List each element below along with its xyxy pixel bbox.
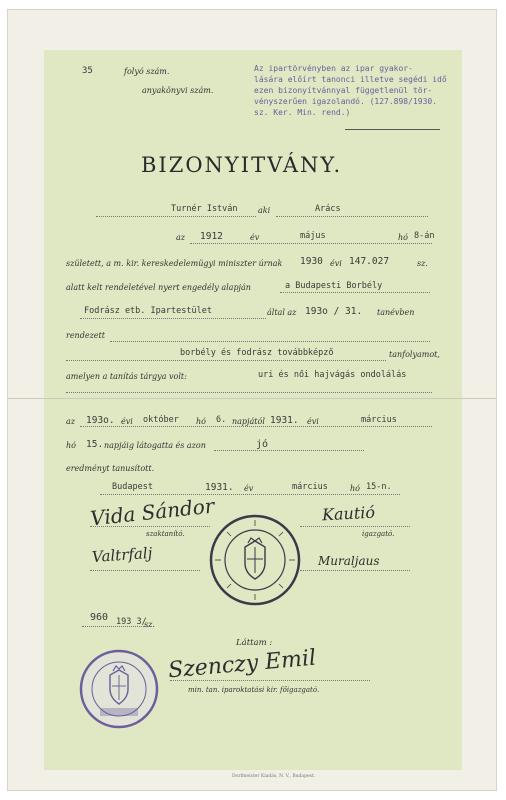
to-evi-label: évi (307, 417, 319, 426)
to-month: március (361, 415, 397, 425)
director-general-title: min. tan. iparoktatási kir. főigazgató. (188, 686, 320, 694)
legal-note-line: vényszerűen igazolandó. (127.898/1930. (254, 97, 438, 106)
legal-note-line: lására előírt tanonci illetve segédi idő (254, 75, 447, 84)
napjaig-label: napjáig látogatta és azon (104, 441, 206, 450)
napjatol-label: napjától (232, 417, 265, 426)
altal-label: által az (267, 308, 297, 317)
instructor-label: szaktanító. (146, 530, 185, 538)
birth-month: május (300, 231, 326, 241)
director-general-signature: Szenczy Emil (167, 645, 317, 684)
legal-note-line: sz. Ker. Min. rend.) (254, 108, 351, 117)
note-underline (345, 129, 440, 130)
course-name: borbély és fodrász továbbképző (180, 348, 334, 358)
signing-ho-label: hó (350, 484, 360, 493)
az-label: az (176, 233, 185, 242)
dotted-line (80, 318, 266, 319)
instructor-signature: Vida Sándor (89, 493, 216, 531)
dotted-line (190, 243, 432, 244)
rendezett-label: rendezett (66, 331, 105, 340)
to-day: 15. (86, 439, 104, 450)
dotted-line (80, 426, 432, 427)
signing-day: 15-n. (366, 482, 392, 492)
birthplace: Arács (315, 204, 341, 214)
organization-2: Fodrász etb. Ipartestület (84, 306, 212, 316)
from-year: 193o. (86, 415, 115, 426)
from-ho-label: hó (196, 417, 206, 426)
from-az-label: az (66, 417, 75, 426)
dotted-line (100, 494, 400, 495)
registry-sz-label: sz. (144, 620, 155, 629)
fold-line (8, 398, 496, 399)
from-month: október (143, 415, 179, 425)
evi-label: évi (330, 259, 342, 268)
legal-note-line: Az ipartörvényben az ipar gyakor- (254, 64, 413, 73)
dotted-line (66, 392, 432, 393)
registry-year: 193 3/ (116, 617, 147, 627)
iparoktatasi-stamp (78, 648, 160, 730)
signing-month: március (292, 482, 328, 492)
permit-text: alatt kelt rendeletével nyert engedély alapján (66, 283, 251, 292)
sz-label: sz. (417, 259, 428, 268)
decree-year: 1930 (300, 256, 323, 267)
dotted-line (110, 341, 430, 342)
from-evi-label: évi (121, 417, 133, 426)
bottom-left-signature: Valtrfalj (91, 543, 153, 567)
ministry-text: született, a m. kir. kereskedelemügyi miniszter úrnak (66, 259, 283, 268)
tanfolyamot-label: tanfolyamot, (389, 350, 440, 359)
dotted-line (214, 450, 364, 451)
signature-line (300, 570, 410, 571)
signature-line (90, 526, 210, 527)
organization-1: a Budapesti Borbély (285, 281, 383, 291)
dotted-line (82, 626, 152, 627)
signature-line (90, 570, 200, 571)
tanevben-label: tanévben (377, 308, 415, 317)
result-label: eredményt tanusított. (66, 464, 155, 473)
dotted-line (276, 216, 428, 217)
director-label: igazgató. (362, 530, 395, 538)
signature-line (300, 526, 410, 527)
printer-note: Dorfmeister Kiadás, N. V., Budapest. (232, 774, 316, 779)
serial-number: 35 (82, 66, 93, 76)
name: Turnér István (171, 204, 238, 214)
subject-label: amelyen a tanítás tárgya volt: (66, 372, 187, 381)
legal-note-line: ezen bizonyítvánnyal függetlenül tör- (254, 86, 433, 95)
birth-year: 1912 (200, 231, 223, 242)
dotted-line (66, 360, 386, 361)
document-title: BIZONYITVÁNY. (141, 153, 343, 177)
school-year: 193o / 31. (305, 306, 363, 317)
decree-number: 147.027 (349, 256, 390, 267)
signing-ev-label: év (244, 484, 254, 493)
aki-label: aki (258, 206, 271, 215)
director-signature: Kautió (321, 502, 376, 525)
guild-seal-stamp (208, 513, 302, 607)
subject: uri és női hajvágás ondolálás (258, 370, 407, 380)
registry-number: 960 (90, 612, 109, 623)
signing-year: 1931. (205, 482, 234, 493)
registry-number-label: anyakönyvi szám. (142, 86, 214, 95)
dotted-line (280, 292, 430, 293)
signing-city: Budapest (112, 482, 153, 492)
from-day: 6. (216, 415, 227, 425)
serial-number-label: folyó szám. (124, 67, 170, 76)
legal-note-stamp (254, 63, 447, 118)
ho2-label: hó (66, 441, 76, 450)
grade: jó (256, 439, 269, 450)
to-year: 1931. (270, 415, 299, 426)
ev-label: év (250, 233, 260, 242)
signature-line (170, 680, 370, 681)
ho-label: hó (398, 233, 408, 242)
birth-day: 8-án (414, 231, 435, 241)
dotted-line (96, 216, 256, 217)
lattam-label: Láttam : (236, 638, 273, 648)
bottom-right-signature: Muraljaus (318, 554, 380, 568)
